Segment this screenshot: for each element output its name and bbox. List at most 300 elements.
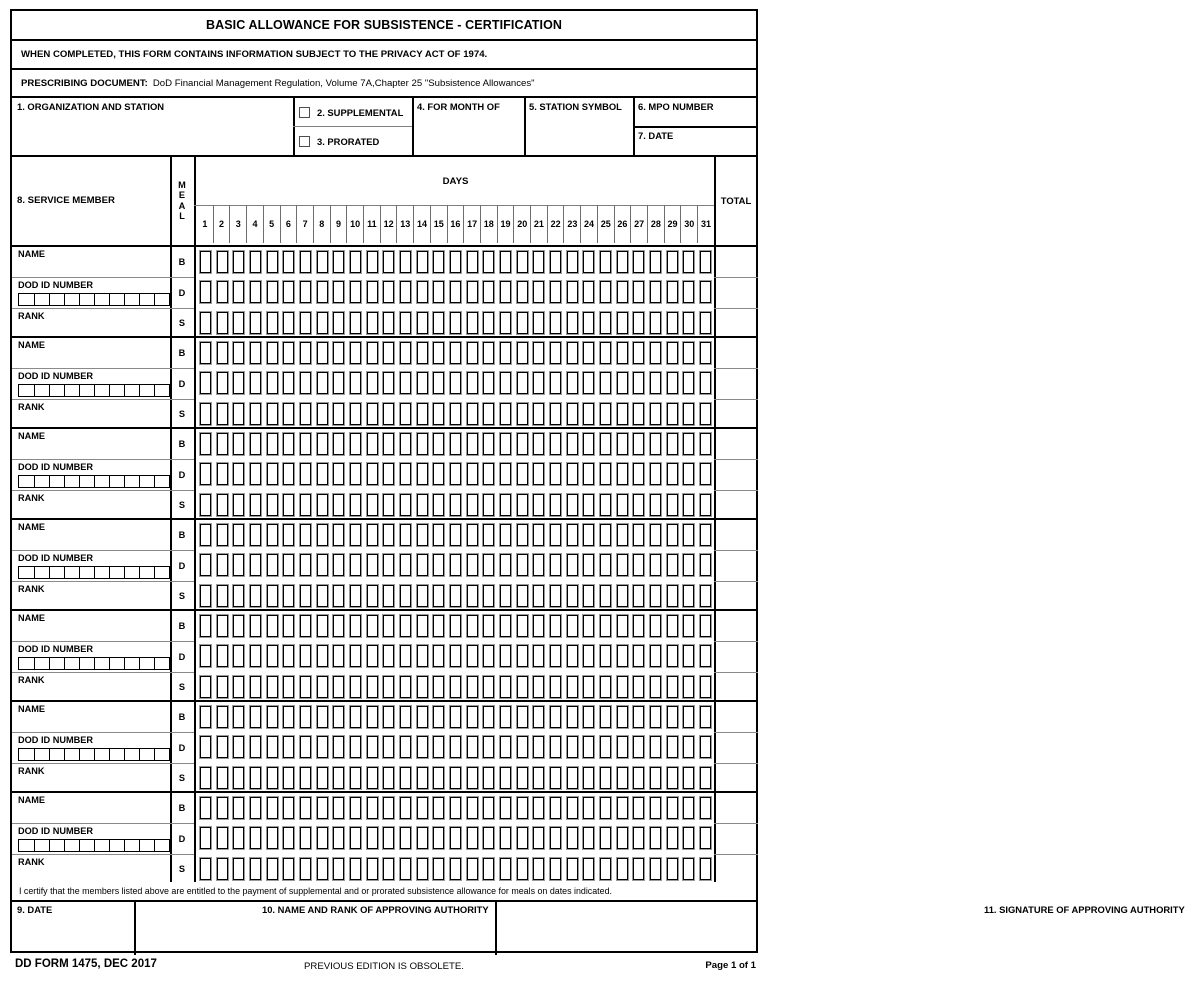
checkbox-glyph[interactable]: [567, 554, 578, 576]
meal-checkbox-d-day-17[interactable]: [464, 641, 481, 671]
checkbox-glyph[interactable]: [650, 736, 661, 758]
meal-checkbox-s-day-27[interactable]: [630, 399, 647, 429]
meal-checkbox-s-day-1[interactable]: [197, 399, 214, 429]
meal-checkbox-b-day-5[interactable]: [264, 793, 281, 823]
checkbox-glyph[interactable]: [367, 494, 378, 516]
checkbox-glyph[interactable]: [433, 706, 444, 728]
meal-checkbox-b-day-25[interactable]: [597, 702, 614, 732]
meal-checkbox-b-day-13[interactable]: [397, 520, 414, 550]
checkbox-glyph[interactable]: [367, 251, 378, 273]
meal-checkbox-s-day-7[interactable]: [297, 581, 314, 611]
meal-checkbox-d-day-12[interactable]: [380, 641, 397, 671]
checkbox-glyph[interactable]: [500, 524, 511, 546]
dod-id-comb-cell[interactable]: [124, 658, 139, 669]
checkbox-glyph[interactable]: [467, 797, 478, 819]
checkbox-glyph[interactable]: [633, 767, 644, 789]
dod-id-comb-cell[interactable]: [49, 385, 64, 396]
checkbox-glyph[interactable]: [300, 645, 311, 667]
checkbox-glyph[interactable]: [200, 585, 211, 607]
checkbox-glyph[interactable]: [550, 403, 561, 425]
meal-checkbox-s-day-27[interactable]: [630, 763, 647, 793]
checkbox-glyph[interactable]: [250, 342, 261, 364]
meal-checkbox-d-day-20[interactable]: [514, 459, 531, 489]
total-value-b[interactable]: [714, 429, 758, 459]
checkbox-glyph[interactable]: [600, 645, 611, 667]
checkbox-glyph[interactable]: [583, 554, 594, 576]
checkbox-glyph[interactable]: [583, 797, 594, 819]
meal-checkbox-b-day-21[interactable]: [530, 702, 547, 732]
checkbox-glyph[interactable]: [317, 676, 328, 698]
checkbox-glyph[interactable]: [367, 645, 378, 667]
meal-checkbox-d-day-25[interactable]: [597, 732, 614, 762]
meal-checkbox-s-day-6[interactable]: [280, 308, 297, 338]
meal-checkbox-s-day-31[interactable]: [697, 672, 714, 702]
meal-checkbox-b-day-15[interactable]: [430, 611, 447, 641]
meal-checkbox-s-day-1[interactable]: [197, 490, 214, 520]
meal-checkbox-s-day-19[interactable]: [497, 672, 514, 702]
checkbox-glyph[interactable]: [500, 676, 511, 698]
meal-checkbox-b-day-25[interactable]: [597, 793, 614, 823]
checkbox-glyph[interactable]: [233, 706, 244, 728]
meal-checkbox-b-day-9[interactable]: [330, 520, 347, 550]
meal-checkbox-d-day-27[interactable]: [630, 732, 647, 762]
checkbox-glyph[interactable]: [317, 858, 328, 880]
checkbox-glyph[interactable]: [367, 767, 378, 789]
meal-checkbox-d-day-23[interactable]: [564, 277, 581, 307]
meal-checkbox-d-day-28[interactable]: [647, 823, 664, 853]
meal-checkbox-b-day-30[interactable]: [680, 247, 697, 277]
checkbox-glyph[interactable]: [267, 827, 278, 849]
field-member-rank[interactable]: [12, 308, 170, 338]
meal-checkbox-b-day-12[interactable]: [380, 520, 397, 550]
meal-checkbox-d-day-26[interactable]: [614, 550, 631, 580]
checkbox-glyph[interactable]: [550, 372, 561, 394]
dod-id-comb-cell[interactable]: [34, 840, 49, 851]
checkbox-glyph[interactable]: [650, 767, 661, 789]
checkbox-glyph[interactable]: [367, 433, 378, 455]
meal-checkbox-b-day-1[interactable]: [197, 793, 214, 823]
dod-id-comb-field[interactable]: [18, 839, 170, 852]
checkbox-glyph[interactable]: [633, 554, 644, 576]
checkbox-glyph[interactable]: [283, 736, 294, 758]
checkbox-glyph[interactable]: [650, 676, 661, 698]
checkbox-glyph[interactable]: [233, 463, 244, 485]
checkbox-glyph[interactable]: [467, 554, 478, 576]
checkbox-glyph[interactable]: [700, 251, 711, 273]
checkbox-glyph[interactable]: [467, 281, 478, 303]
checkbox-glyph[interactable]: [300, 524, 311, 546]
meal-checkbox-b-day-26[interactable]: [614, 247, 631, 277]
meal-checkbox-d-day-24[interactable]: [580, 277, 597, 307]
meal-checkbox-b-day-7[interactable]: [297, 611, 314, 641]
meal-checkbox-b-day-6[interactable]: [280, 247, 297, 277]
checkbox-glyph[interactable]: [533, 524, 544, 546]
meal-checkbox-d-day-21[interactable]: [530, 732, 547, 762]
dod-id-comb-cell[interactable]: [19, 840, 34, 851]
checkbox-glyph[interactable]: [217, 585, 228, 607]
checkbox-glyph[interactable]: [317, 433, 328, 455]
checkbox-glyph[interactable]: [483, 433, 494, 455]
field-member-rank[interactable]: [12, 854, 170, 884]
dod-id-comb-cell[interactable]: [139, 294, 154, 305]
dod-id-comb-cell[interactable]: [154, 385, 169, 396]
checkbox-glyph[interactable]: [567, 767, 578, 789]
meal-checkbox-s-day-31[interactable]: [697, 854, 714, 884]
meal-checkbox-s-day-7[interactable]: [297, 854, 314, 884]
meal-checkbox-s-day-12[interactable]: [380, 308, 397, 338]
meal-checkbox-d-day-23[interactable]: [564, 641, 581, 671]
checkbox-glyph[interactable]: [367, 676, 378, 698]
meal-checkbox-b-day-12[interactable]: [380, 702, 397, 732]
meal-checkbox-b-day-13[interactable]: [397, 338, 414, 368]
checkbox-glyph[interactable]: [400, 585, 411, 607]
field-member-rank[interactable]: [12, 672, 170, 702]
meal-checkbox-b-day-27[interactable]: [630, 793, 647, 823]
dod-id-comb-cell[interactable]: [124, 294, 139, 305]
field-member-dod-id-number[interactable]: [12, 277, 170, 307]
meal-checkbox-s-day-12[interactable]: [380, 854, 397, 884]
meal-checkbox-d-day-21[interactable]: [530, 641, 547, 671]
checkbox-glyph[interactable]: [650, 858, 661, 880]
checkbox-glyph[interactable]: [617, 251, 628, 273]
checkbox-glyph[interactable]: [500, 645, 511, 667]
meal-checkbox-d-day-7[interactable]: [297, 641, 314, 671]
checkbox-glyph[interactable]: [250, 312, 261, 334]
checkbox-glyph[interactable]: [700, 281, 711, 303]
meal-checkbox-s-day-2[interactable]: [214, 854, 231, 884]
meal-checkbox-d-day-2[interactable]: [214, 459, 231, 489]
meal-checkbox-s-day-27[interactable]: [630, 672, 647, 702]
checkbox-glyph[interactable]: [383, 706, 394, 728]
meal-checkbox-d-day-15[interactable]: [430, 823, 447, 853]
checkbox-glyph[interactable]: [617, 342, 628, 364]
meal-checkbox-d-day-23[interactable]: [564, 732, 581, 762]
meal-checkbox-b-day-2[interactable]: [214, 247, 231, 277]
checkbox-glyph[interactable]: [450, 858, 461, 880]
meal-checkbox-b-day-12[interactable]: [380, 429, 397, 459]
checkbox-glyph[interactable]: [667, 433, 678, 455]
meal-checkbox-d-day-20[interactable]: [514, 823, 531, 853]
meal-checkbox-d-day-3[interactable]: [230, 550, 247, 580]
checkbox-glyph[interactable]: [500, 736, 511, 758]
meal-checkbox-s-day-9[interactable]: [330, 672, 347, 702]
dod-id-comb-cell[interactable]: [64, 294, 79, 305]
meal-checkbox-s-day-13[interactable]: [397, 672, 414, 702]
checkbox-glyph[interactable]: [650, 281, 661, 303]
checkbox-glyph[interactable]: [517, 494, 528, 516]
checkbox-glyph[interactable]: [683, 342, 694, 364]
dod-id-comb-cell[interactable]: [139, 385, 154, 396]
checkbox-glyph[interactable]: [250, 736, 261, 758]
checkbox-glyph[interactable]: [617, 585, 628, 607]
meal-checkbox-d-day-30[interactable]: [680, 277, 697, 307]
meal-checkbox-d-day-14[interactable]: [414, 459, 431, 489]
checkbox-glyph[interactable]: [200, 372, 211, 394]
meal-checkbox-b-day-7[interactable]: [297, 520, 314, 550]
checkbox-glyph[interactable]: [517, 524, 528, 546]
checkbox-glyph[interactable]: [500, 585, 511, 607]
meal-checkbox-s-day-11[interactable]: [364, 490, 381, 520]
checkbox-glyph[interactable]: [350, 767, 361, 789]
checkbox-glyph[interactable]: [567, 342, 578, 364]
meal-checkbox-d-day-20[interactable]: [514, 641, 531, 671]
meal-checkbox-s-day-31[interactable]: [697, 308, 714, 338]
meal-checkbox-b-day-18[interactable]: [480, 520, 497, 550]
checkbox-glyph[interactable]: [417, 585, 428, 607]
checkbox-glyph[interactable]: [300, 494, 311, 516]
meal-checkbox-d-day-14[interactable]: [414, 550, 431, 580]
checkbox-glyph[interactable]: [250, 706, 261, 728]
meal-checkbox-d-day-4[interactable]: [247, 823, 264, 853]
checkbox-glyph[interactable]: [483, 251, 494, 273]
checkbox-glyph[interactable]: [600, 706, 611, 728]
total-value-d[interactable]: [714, 823, 758, 853]
checkbox-glyph[interactable]: [533, 494, 544, 516]
meal-checkbox-b-day-6[interactable]: [280, 338, 297, 368]
meal-checkbox-s-day-11[interactable]: [364, 399, 381, 429]
dod-id-comb-cell[interactable]: [19, 567, 34, 578]
meal-checkbox-s-day-5[interactable]: [264, 854, 281, 884]
checkbox-glyph[interactable]: [617, 494, 628, 516]
meal-checkbox-s-day-12[interactable]: [380, 581, 397, 611]
checkbox-glyph[interactable]: [533, 463, 544, 485]
meal-checkbox-b-day-28[interactable]: [647, 702, 664, 732]
meal-checkbox-d-day-12[interactable]: [380, 368, 397, 398]
meal-checkbox-s-day-19[interactable]: [497, 490, 514, 520]
checkbox-glyph[interactable]: [217, 494, 228, 516]
meal-checkbox-b-day-15[interactable]: [430, 429, 447, 459]
meal-checkbox-b-day-18[interactable]: [480, 429, 497, 459]
meal-checkbox-s-day-31[interactable]: [697, 581, 714, 611]
meal-checkbox-d-day-25[interactable]: [597, 459, 614, 489]
checkbox-glyph[interactable]: [267, 494, 278, 516]
checkbox-glyph[interactable]: [700, 433, 711, 455]
meal-checkbox-b-day-31[interactable]: [697, 702, 714, 732]
checkbox-glyph[interactable]: [683, 433, 694, 455]
checkbox-glyph[interactable]: [567, 251, 578, 273]
meal-checkbox-s-day-26[interactable]: [614, 763, 631, 793]
meal-checkbox-b-day-8[interactable]: [314, 611, 331, 641]
meal-checkbox-b-day-25[interactable]: [597, 611, 614, 641]
checkbox-glyph[interactable]: [617, 797, 628, 819]
dod-id-comb-cell[interactable]: [109, 658, 124, 669]
field-member-rank[interactable]: [12, 581, 170, 611]
checkbox-glyph[interactable]: [250, 372, 261, 394]
meal-checkbox-b-day-12[interactable]: [380, 611, 397, 641]
checkbox-glyph[interactable]: [567, 676, 578, 698]
checkbox-glyph[interactable]: [233, 585, 244, 607]
meal-checkbox-d-day-26[interactable]: [614, 368, 631, 398]
meal-checkbox-b-day-28[interactable]: [647, 338, 664, 368]
checkbox-glyph[interactable]: [217, 767, 228, 789]
meal-checkbox-s-day-1[interactable]: [197, 854, 214, 884]
checkbox-glyph[interactable]: [683, 312, 694, 334]
meal-checkbox-s-day-24[interactable]: [580, 854, 597, 884]
meal-checkbox-d-day-6[interactable]: [280, 641, 297, 671]
checkbox-glyph[interactable]: [467, 312, 478, 334]
dod-id-comb-cell[interactable]: [94, 294, 109, 305]
checkbox-glyph[interactable]: [667, 645, 678, 667]
meal-checkbox-d-day-9[interactable]: [330, 459, 347, 489]
meal-checkbox-b-day-12[interactable]: [380, 338, 397, 368]
checkbox-glyph[interactable]: [383, 463, 394, 485]
checkbox-glyph[interactable]: [633, 615, 644, 637]
checkbox-glyph[interactable]: [467, 736, 478, 758]
meal-checkbox-d-day-16[interactable]: [447, 823, 464, 853]
checkbox-glyph[interactable]: [417, 767, 428, 789]
meal-checkbox-d-day-26[interactable]: [614, 823, 631, 853]
dod-id-comb-cell[interactable]: [19, 294, 34, 305]
meal-checkbox-b-day-12[interactable]: [380, 247, 397, 277]
checkbox-glyph[interactable]: [550, 767, 561, 789]
checkbox-glyph[interactable]: [500, 827, 511, 849]
checkbox-glyph[interactable]: [483, 342, 494, 364]
meal-checkbox-b-day-30[interactable]: [680, 611, 697, 641]
checkbox-glyph[interactable]: [283, 554, 294, 576]
checkbox-glyph[interactable]: [333, 585, 344, 607]
checkbox-glyph[interactable]: [283, 281, 294, 303]
meal-checkbox-d-day-18[interactable]: [480, 368, 497, 398]
meal-checkbox-b-day-19[interactable]: [497, 429, 514, 459]
meal-checkbox-s-day-6[interactable]: [280, 763, 297, 793]
meal-checkbox-d-day-18[interactable]: [480, 550, 497, 580]
meal-checkbox-s-day-10[interactable]: [347, 308, 364, 338]
meal-checkbox-s-day-4[interactable]: [247, 399, 264, 429]
meal-checkbox-b-day-9[interactable]: [330, 247, 347, 277]
checkbox-glyph[interactable]: [550, 797, 561, 819]
checkbox-glyph[interactable]: [600, 372, 611, 394]
total-value-s[interactable]: [714, 399, 758, 429]
checkbox-glyph[interactable]: [667, 676, 678, 698]
checkbox-glyph[interactable]: [650, 251, 661, 273]
dod-id-comb-cell[interactable]: [79, 658, 94, 669]
meal-checkbox-b-day-28[interactable]: [647, 247, 664, 277]
meal-checkbox-b-day-17[interactable]: [464, 793, 481, 823]
checkbox-glyph[interactable]: [600, 736, 611, 758]
meal-checkbox-d-day-19[interactable]: [497, 368, 514, 398]
checkbox-glyph[interactable]: [583, 706, 594, 728]
meal-checkbox-d-day-8[interactable]: [314, 459, 331, 489]
checkbox-glyph[interactable]: [633, 251, 644, 273]
checkbox-glyph[interactable]: [583, 615, 594, 637]
checkbox-glyph[interactable]: [450, 676, 461, 698]
meal-checkbox-b-day-27[interactable]: [630, 702, 647, 732]
meal-checkbox-s-day-24[interactable]: [580, 490, 597, 520]
meal-checkbox-b-day-31[interactable]: [697, 247, 714, 277]
checkbox-glyph[interactable]: [333, 372, 344, 394]
meal-checkbox-s-day-21[interactable]: [530, 581, 547, 611]
checkbox-glyph[interactable]: [267, 767, 278, 789]
checkbox-glyph[interactable]: [483, 706, 494, 728]
field-mpo-number[interactable]: [633, 98, 758, 126]
meal-checkbox-s-day-7[interactable]: [297, 399, 314, 429]
checkbox-glyph[interactable]: [283, 645, 294, 667]
checkbox-glyph[interactable]: [300, 312, 311, 334]
total-value-d[interactable]: [714, 277, 758, 307]
checkbox-glyph[interactable]: [350, 676, 361, 698]
checkbox-glyph[interactable]: [267, 797, 278, 819]
meal-checkbox-d-day-19[interactable]: [497, 641, 514, 671]
meal-checkbox-s-day-24[interactable]: [580, 399, 597, 429]
checkbox-glyph[interactable]: [233, 281, 244, 303]
checkbox-glyph[interactable]: [667, 706, 678, 728]
checkbox-glyph[interactable]: [417, 676, 428, 698]
checkbox-glyph[interactable]: [383, 827, 394, 849]
meal-checkbox-d-day-6[interactable]: [280, 550, 297, 580]
checkbox-glyph[interactable]: [667, 342, 678, 364]
meal-checkbox-d-day-22[interactable]: [547, 459, 564, 489]
checkbox-glyph[interactable]: [317, 615, 328, 637]
checkbox-glyph[interactable]: [683, 403, 694, 425]
checkbox-glyph[interactable]: [283, 827, 294, 849]
meal-checkbox-s-day-16[interactable]: [447, 308, 464, 338]
checkbox-glyph[interactable]: [500, 767, 511, 789]
meal-checkbox-d-day-23[interactable]: [564, 368, 581, 398]
meal-checkbox-d-day-9[interactable]: [330, 823, 347, 853]
checkbox-glyph[interactable]: [350, 403, 361, 425]
meal-checkbox-s-day-14[interactable]: [414, 490, 431, 520]
meal-checkbox-s-day-6[interactable]: [280, 581, 297, 611]
checkbox-glyph[interactable]: [300, 403, 311, 425]
checkbox-glyph[interactable]: [517, 706, 528, 728]
checkbox-glyph[interactable]: [267, 433, 278, 455]
checkbox-glyph[interactable]: [683, 676, 694, 698]
meal-checkbox-s-day-13[interactable]: [397, 763, 414, 793]
meal-checkbox-s-day-8[interactable]: [314, 763, 331, 793]
meal-checkbox-d-day-27[interactable]: [630, 641, 647, 671]
meal-checkbox-s-day-5[interactable]: [264, 308, 281, 338]
meal-checkbox-s-day-5[interactable]: [264, 490, 281, 520]
checkbox-glyph[interactable]: [383, 403, 394, 425]
checkbox-glyph[interactable]: [267, 645, 278, 667]
checkbox-glyph[interactable]: [483, 797, 494, 819]
meal-checkbox-s-day-20[interactable]: [514, 763, 531, 793]
checkbox-glyph[interactable]: [417, 827, 428, 849]
meal-checkbox-s-day-25[interactable]: [597, 308, 614, 338]
checkbox-glyph[interactable]: [250, 585, 261, 607]
checkbox-glyph[interactable]: [417, 312, 428, 334]
meal-checkbox-b-day-8[interactable]: [314, 429, 331, 459]
dod-id-comb-field[interactable]: [18, 657, 170, 670]
meal-checkbox-s-day-25[interactable]: [597, 399, 614, 429]
meal-checkbox-b-day-22[interactable]: [547, 247, 564, 277]
meal-checkbox-s-day-28[interactable]: [647, 581, 664, 611]
meal-checkbox-s-day-31[interactable]: [697, 490, 714, 520]
meal-checkbox-s-day-9[interactable]: [330, 854, 347, 884]
dod-id-comb-cell[interactable]: [64, 476, 79, 487]
checkbox-glyph[interactable]: [500, 554, 511, 576]
checkbox-glyph[interactable]: [583, 858, 594, 880]
checkbox-glyph[interactable]: [667, 524, 678, 546]
meal-checkbox-d-day-27[interactable]: [630, 459, 647, 489]
checkbox-glyph[interactable]: [317, 585, 328, 607]
checkbox-glyph[interactable]: [550, 342, 561, 364]
meal-checkbox-b-day-18[interactable]: [480, 793, 497, 823]
meal-checkbox-d-day-5[interactable]: [264, 732, 281, 762]
meal-checkbox-d-day-6[interactable]: [280, 459, 297, 489]
meal-checkbox-b-day-4[interactable]: [247, 793, 264, 823]
meal-checkbox-b-day-29[interactable]: [664, 520, 681, 550]
checkbox-glyph[interactable]: [267, 463, 278, 485]
meal-checkbox-s-day-15[interactable]: [430, 581, 447, 611]
checkbox-glyph[interactable]: [600, 585, 611, 607]
checkbox-glyph[interactable]: [500, 342, 511, 364]
checkbox-glyph[interactable]: [300, 281, 311, 303]
checkbox-glyph[interactable]: [667, 372, 678, 394]
checkbox-glyph[interactable]: [217, 372, 228, 394]
dod-id-comb-cell[interactable]: [109, 385, 124, 396]
checkbox-glyph[interactable]: [333, 645, 344, 667]
